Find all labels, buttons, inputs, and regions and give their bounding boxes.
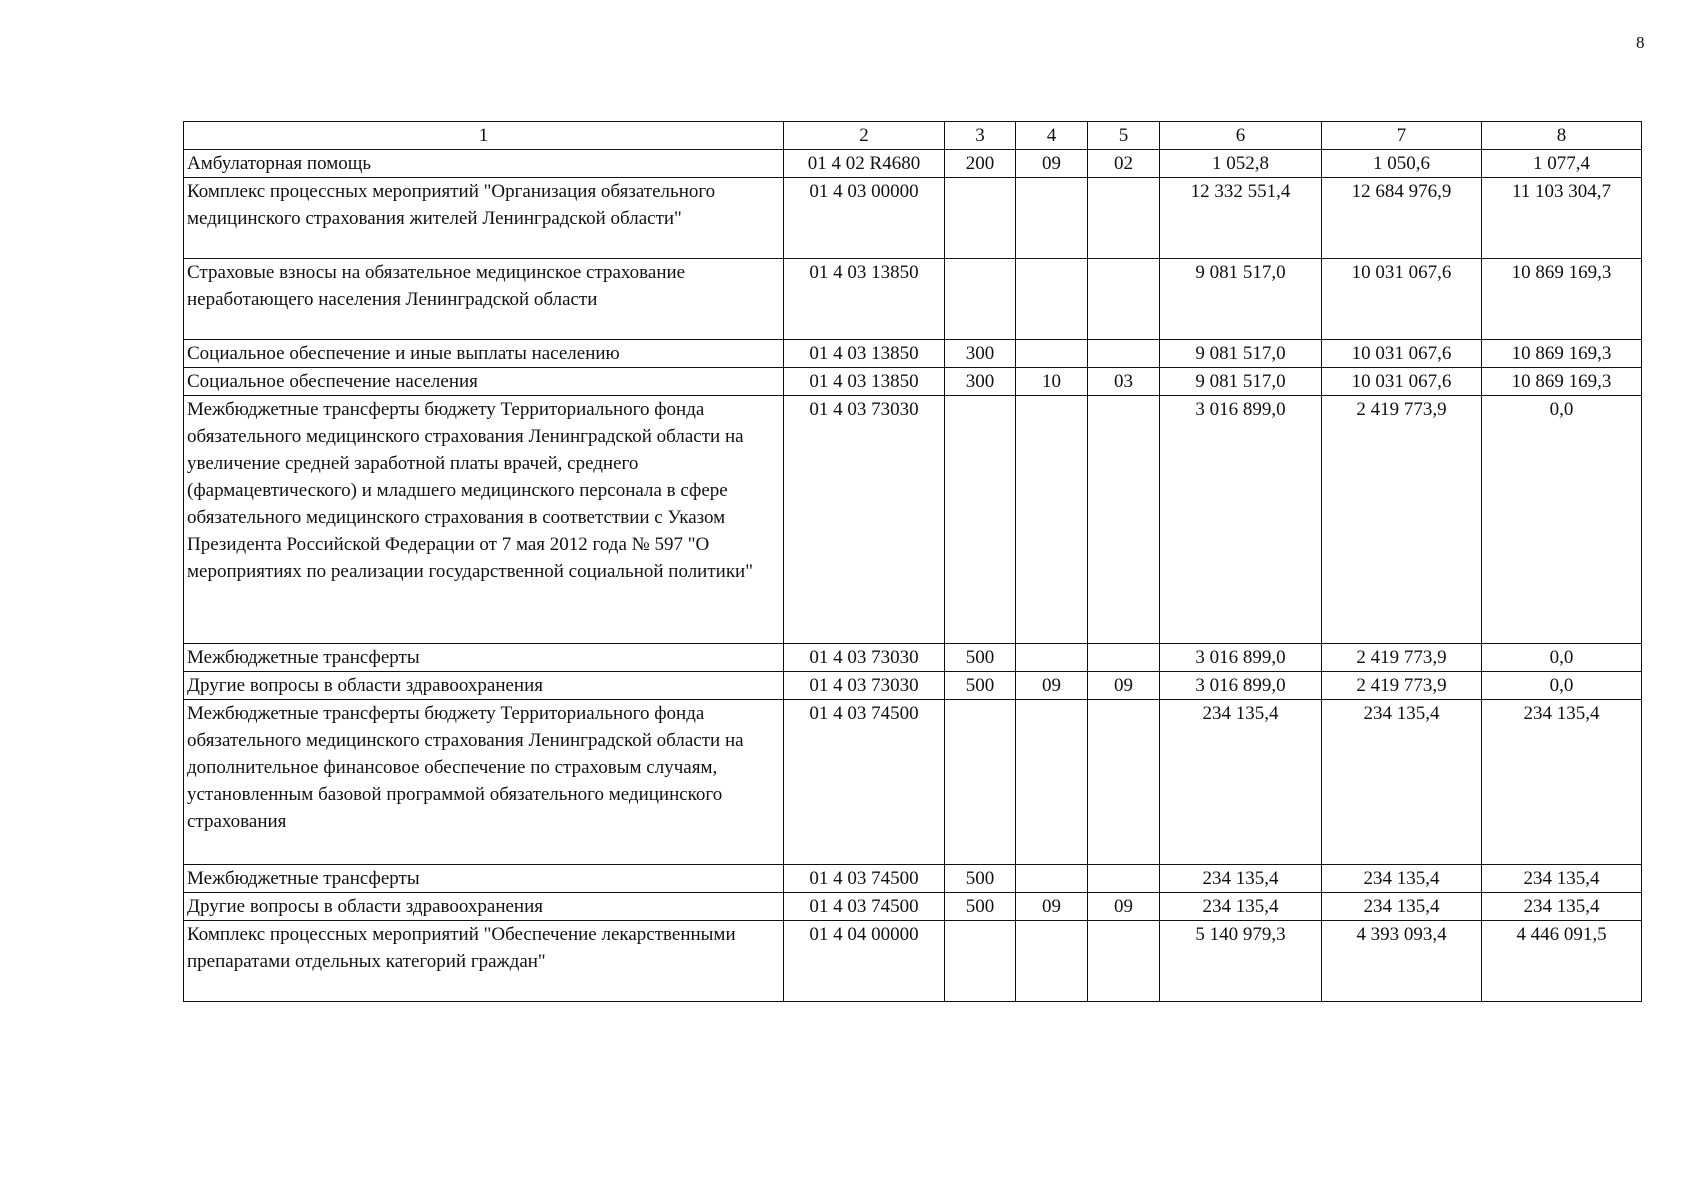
row-amount-col7: 10 031 067,6: [1322, 368, 1482, 396]
row-name: Комплекс процессных мероприятий "Обеспечение лекарственными препаратами отдельных категорий граждан": [184, 921, 784, 1002]
header-cell: 8: [1482, 122, 1642, 150]
row-subsection: 02: [1088, 150, 1160, 178]
row-amount-col8: 10 869 169,3: [1482, 340, 1642, 368]
row-target-code: 01 4 03 74500: [784, 700, 945, 865]
row-target-code: 01 4 03 74500: [784, 865, 945, 893]
row-name: Страховые взносы на обязательное медицинское страхование неработающего населения Ленинградской области: [184, 259, 784, 340]
row-amount-col8: 1 077,4: [1482, 150, 1642, 178]
table-row: [184, 921, 1642, 1002]
row-amount-col6: 12 332 551,4: [1160, 178, 1322, 259]
row-name: Социальное обеспечение и иные выплаты населению: [184, 340, 784, 368]
budget-table: [183, 121, 1642, 1002]
row-amount-col6: 9 081 517,0: [1160, 368, 1322, 396]
row-target-code: 01 4 03 13850: [784, 368, 945, 396]
row-subsection: 03: [1088, 368, 1160, 396]
table-row: [184, 259, 1642, 340]
row-amount-col6: 5 140 979,3: [1160, 921, 1322, 1002]
row-amount-col7: 12 684 976,9: [1322, 178, 1482, 259]
row-target-code: 01 4 03 74500: [784, 893, 945, 921]
row-subsection: [1088, 396, 1160, 644]
row-amount-col7: 4 393 093,4: [1322, 921, 1482, 1002]
row-section: [1016, 921, 1088, 1002]
row-target-code: 01 4 04 00000: [784, 921, 945, 1002]
row-name: Межбюджетные трансферты бюджету Территориального фонда обязательного медицинского страхования Ленинградской области на дополнительное финансовое обеспечение по страховым случаям, установленным базовой программой обязательного медицинского страхования: [184, 700, 784, 865]
row-section: [1016, 865, 1088, 893]
row-expense-type: 500: [945, 672, 1016, 700]
row-amount-col6: 9 081 517,0: [1160, 340, 1322, 368]
table-row: [184, 865, 1642, 893]
row-target-code: 01 4 03 73030: [784, 672, 945, 700]
row-amount-col6: 234 135,4: [1160, 700, 1322, 865]
row-section: [1016, 178, 1088, 259]
row-expense-type: 200: [945, 150, 1016, 178]
table-row: [184, 340, 1642, 368]
row-amount-col8: 234 135,4: [1482, 865, 1642, 893]
row-expense-type: [945, 700, 1016, 865]
row-amount-col6: 1 052,8: [1160, 150, 1322, 178]
row-subsection: [1088, 178, 1160, 259]
row-subsection: [1088, 865, 1160, 893]
row-amount-col8: 0,0: [1482, 644, 1642, 672]
row-amount-col7: 2 419 773,9: [1322, 644, 1482, 672]
row-amount-col8: 11 103 304,7: [1482, 178, 1642, 259]
row-amount-col6: 234 135,4: [1160, 865, 1322, 893]
row-section: 09: [1016, 672, 1088, 700]
row-target-code: 01 4 03 13850: [784, 259, 945, 340]
row-section: 10: [1016, 368, 1088, 396]
row-name: Межбюджетные трансферты бюджету Территориального фонда обязательного медицинского страхования Ленинградской области на увеличение средней заработной платы врачей, среднего (фармацевтического) и младшего медицинского персонала в сфере обязательного медицинского страхования в соответствии с Указом Президента Российской Федерации от 7 мая 2012 года № 597 "О мероприятиях по реализации государственной социальной политики": [184, 396, 784, 644]
table-row: [184, 893, 1642, 921]
row-section: [1016, 700, 1088, 865]
header-cell: 6: [1160, 122, 1322, 150]
row-name: Межбюджетные трансферты: [184, 865, 784, 893]
row-target-code: 01 4 03 00000: [784, 178, 945, 259]
row-amount-col7: 234 135,4: [1322, 865, 1482, 893]
row-section: [1016, 340, 1088, 368]
row-section: [1016, 259, 1088, 340]
row-amount-col7: 234 135,4: [1322, 700, 1482, 865]
row-subsection: 09: [1088, 893, 1160, 921]
row-subsection: [1088, 259, 1160, 340]
row-target-code: 01 4 03 73030: [784, 396, 945, 644]
row-amount-col7: 2 419 773,9: [1322, 396, 1482, 644]
row-name: Другие вопросы в области здравоохранения: [184, 893, 784, 921]
row-amount-col7: 2 419 773,9: [1322, 672, 1482, 700]
row-amount-col7: 10 031 067,6: [1322, 340, 1482, 368]
row-name: Комплекс процессных мероприятий "Организация обязательного медицинского страхования жителей Ленинградской области": [184, 178, 784, 259]
row-target-code: 01 4 03 13850: [784, 340, 945, 368]
table-row: [184, 396, 1642, 644]
row-subsection: 09: [1088, 672, 1160, 700]
row-subsection: [1088, 644, 1160, 672]
header-cell: 7: [1322, 122, 1482, 150]
row-amount-col8: 10 869 169,3: [1482, 368, 1642, 396]
row-amount-col8: 234 135,4: [1482, 700, 1642, 865]
row-subsection: [1088, 700, 1160, 865]
table-row: [184, 178, 1642, 259]
row-amount-col8: 10 869 169,3: [1482, 259, 1642, 340]
row-section: 09: [1016, 150, 1088, 178]
table-row: [184, 150, 1642, 178]
row-expense-type: 300: [945, 368, 1016, 396]
row-expense-type: [945, 259, 1016, 340]
row-expense-type: [945, 921, 1016, 1002]
table-row: [184, 644, 1642, 672]
page-number: 8: [1636, 33, 1645, 52]
header-cell: 1: [184, 122, 784, 150]
row-section: [1016, 644, 1088, 672]
row-subsection: [1088, 340, 1160, 368]
row-expense-type: 500: [945, 865, 1016, 893]
row-section: [1016, 396, 1088, 644]
header-cell: 3: [945, 122, 1016, 150]
row-target-code: 01 4 02 R4680: [784, 150, 945, 178]
row-subsection: [1088, 921, 1160, 1002]
row-amount-col6: 3 016 899,0: [1160, 396, 1322, 644]
row-expense-type: [945, 396, 1016, 644]
row-amount-col6: 9 081 517,0: [1160, 259, 1322, 340]
row-amount-col6: 3 016 899,0: [1160, 644, 1322, 672]
row-name: Другие вопросы в области здравоохранения: [184, 672, 784, 700]
header-cell: 4: [1016, 122, 1088, 150]
header-cell: 5: [1088, 122, 1160, 150]
row-amount-col8: 234 135,4: [1482, 893, 1642, 921]
row-amount-col6: 3 016 899,0: [1160, 672, 1322, 700]
row-amount-col8: 0,0: [1482, 396, 1642, 644]
row-amount-col7: 1 050,6: [1322, 150, 1482, 178]
table-header-row: [184, 122, 1642, 150]
header-cell: 2: [784, 122, 945, 150]
row-amount-col7: 234 135,4: [1322, 893, 1482, 921]
row-name: Межбюджетные трансферты: [184, 644, 784, 672]
table-row: [184, 672, 1642, 700]
row-amount-col8: 0,0: [1482, 672, 1642, 700]
row-expense-type: 500: [945, 644, 1016, 672]
table-row: [184, 368, 1642, 396]
row-name: Амбулаторная помощь: [184, 150, 784, 178]
row-amount-col8: 4 446 091,5: [1482, 921, 1642, 1002]
row-amount-col7: 10 031 067,6: [1322, 259, 1482, 340]
row-amount-col6: 234 135,4: [1160, 893, 1322, 921]
row-name: Социальное обеспечение населения: [184, 368, 784, 396]
row-section: 09: [1016, 893, 1088, 921]
row-target-code: 01 4 03 73030: [784, 644, 945, 672]
row-expense-type: 300: [945, 340, 1016, 368]
row-expense-type: [945, 178, 1016, 259]
row-expense-type: 500: [945, 893, 1016, 921]
table-row: [184, 700, 1642, 865]
